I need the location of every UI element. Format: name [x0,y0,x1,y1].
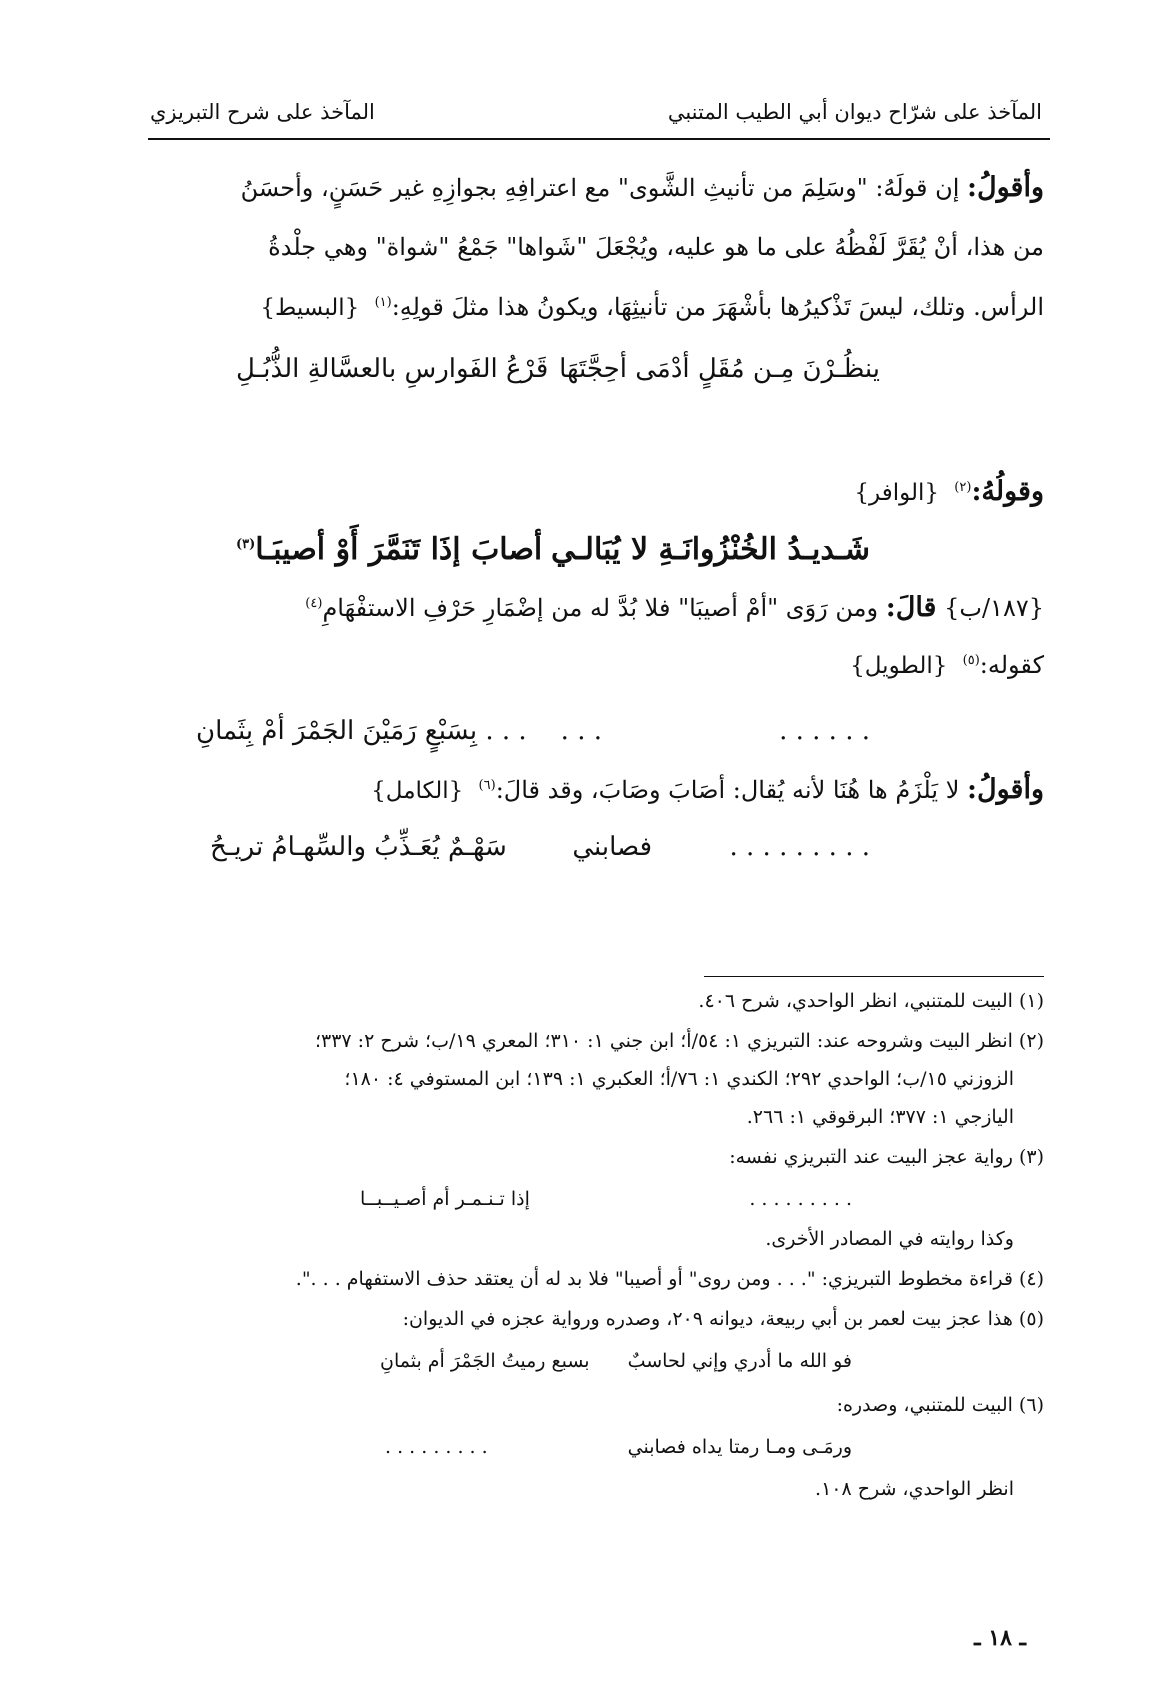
running-header-book-title: المآخذ على شرّاح ديوان أبي الطيب المتنبي [667,100,1042,124]
footnote-2-cont: الزوزني ١٥/ب؛ الواحدي ٢٩٢؛ الكندي ١: ٧٦/أ؛ العكبري ١: ١٣٩؛ ابن المستوفي ٤: ١٨٠؛ [344,1068,1014,1090]
verse-sadr: ينظُـرْنَ مِـن مُقَلٍ أدْمَى أحِجَّتَهَا [559,354,880,384]
verse-ajuz: قَرْعُ الفَوارسِ بالعسَّالةِ الذُّبُـلِ [236,354,549,384]
body-line [148,650,1044,682]
header-rule [148,138,1050,140]
footnote-ref: (٤) [305,596,323,611]
keyword-qala: قالَ: [885,592,937,623]
body-text: كقوله: [979,651,1044,679]
footnote-4: (٤) قراءة مخطوط التبريزي: ". . . ومن روى" أو أصيبا" فلا بد له أن يعتقد حذف الاستفهام . . .". [295,1268,1044,1290]
footnote-2: (٢) انظر البيت وشروحه عند: التبريزي ١: ٥٤/أ؛ ابن جني ١: ٣١٠؛ المعري ١٩/ب؛ شرح ٢: ٣٣٧؛ [314,1030,1044,1052]
body-text: لا يَلْزَمُ ها هُنَا لأنه يُقال: أصَابَ وصَابَ، وقد قالَ: [495,776,968,804]
footnote-verse: ورمَـى ومـا رمتا يداه فصابني [627,1436,852,1458]
body-line: من هذا، أنْ يُقَرَّ لَفْظُهُ على ما هو عليه، ويُجْعَلَ "شَواها" جَمْعُ "شواة" وهي جلْدةُ [268,233,1044,261]
body-text: ومن رَوَى "أمْ أصيبَا" فلا بُدَّ له من إضْمَارِ حَرْفِ الاستفْهَامِ [322,594,886,622]
verse-ellipsis: . . . . . . [779,716,870,746]
manuscript-ref: {١٨٧/ب} [944,594,1044,622]
keyword-aqulu: وأقولُ: [967,774,1044,805]
footnote-ref: (٥) [962,653,980,668]
body-line [148,170,1044,205]
footnote-5: (٥) هذا عجز بيت لعمر بن أبي ربيعة، ديوانه ٢٠٩، وصدره ورواية عجزه في الديوان: [402,1308,1044,1330]
meter-label: {الطويل} [850,653,948,679]
footnote-2-cont: اليازجي ١: ٣٧٧؛ البرقوقي ١: ٢٦٦. [746,1106,1014,1128]
footnote-ref: (٣) [236,537,256,552]
body-line [148,590,1044,625]
footnote-6-cont: انظر الواحدي، شرح ١٠٨. [815,1478,1014,1500]
meter-label: {الكامل} [371,778,464,804]
footnote-ref: (٦) [478,778,496,793]
footnote-1: (١) البيت للمتنبي، انظر الواحدي، شرح ٤٠٦. [698,990,1044,1012]
keyword-qawluhu: وقولُهُ: [971,476,1044,507]
keyword-aqulu: وأقولُ: [967,172,1044,203]
verse-ellipsis: . . . [560,716,602,746]
footnote-3-cont: وكذا روايته في المصادر الأخرى. [765,1228,1014,1250]
footnote-verse-ellipsis: . . . . . . . . . [385,1436,488,1458]
footnote-6: (٦) البيت للمتنبي، وصدره: [836,1394,1044,1416]
verse-ajuz-text: أصابَ إذَا تَنَمَّرَ أَوْ أصيبَـا [255,532,543,567]
body-line [148,474,1044,509]
body-text: إن قولَهُ: "وسَلِمَ من تأنيثِ الشَّوى" مع اعترافِهِ بجوازِهِ غير حَسَنٍ، وأحسَنُ [240,174,968,202]
verse-word: فصابني [572,832,652,862]
footnote-3: (٣) رواية عجز البيت عند التبريزي نفسه: [729,1146,1044,1168]
footnote-verse-ellipsis: . . . . . . . . . [749,1188,852,1210]
body-line [148,772,1044,807]
page-number: ـ ١٨ ـ [974,1625,1026,1651]
footnote-separator [704,976,1044,977]
meter-label: {الوافر} [854,480,940,506]
footnote-verse: إذا تـنـمـر أم أصـيــبــا [360,1188,530,1210]
footnote-verse-ajuz: بسبع رميتُ الجَمْرَ أم بثمانِ [380,1350,590,1372]
footnote-ref: (٢) [954,480,972,495]
verse-ajuz: سَهْـمٌ يُعَـذِّبُ والسِّهـامُ تريـحُ [210,832,507,862]
verse-sadr: شَـديـدُ الخُنْزُوانَـةِ لا يُبَالـي [551,532,870,567]
verse-ajuz: . . . بِسَبْعٍ رَمَيْنَ الجَمْرَ أمْ بِثَمانِ [196,716,527,746]
footnote-ref: (١) [374,295,392,310]
running-header-section-title: المآخذ على شرح التبريزي [150,100,375,124]
meter-label: {البسيط} [260,295,360,321]
verse-ellipsis: . . . . . . . . . [729,832,870,862]
footnote-verse-sadr: فو الله ما أدري وإني لحاسبٌ [627,1350,852,1372]
verse-ajuz [236,532,542,567]
body-text: الرأس. وتلك، ليسَ تَذْكيرُها بأشْهَرَ من تأنيثِهَا، ويكونُ هذا مثلَ قولِهِ: [391,293,1044,321]
body-line [148,292,1044,324]
